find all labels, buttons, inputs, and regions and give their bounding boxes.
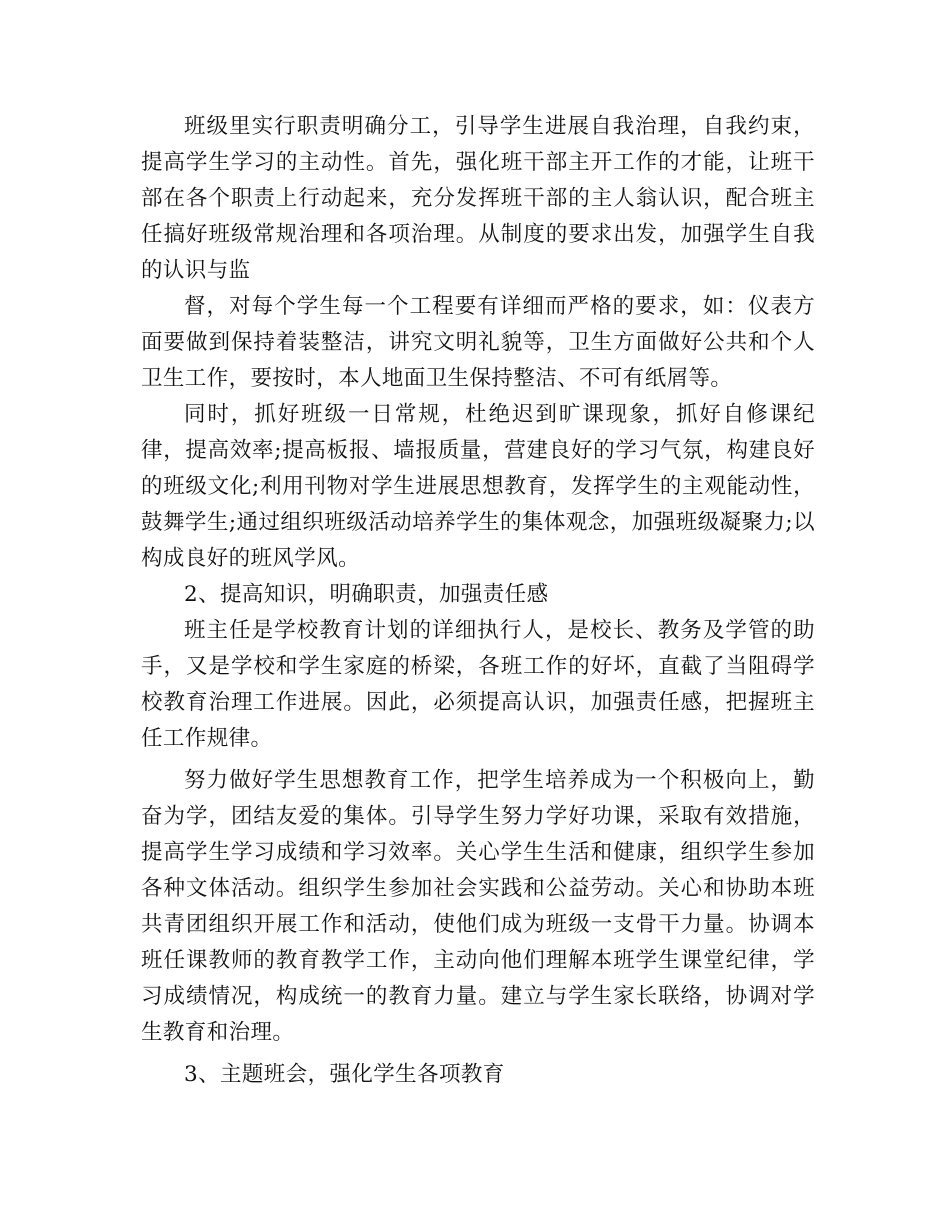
paragraph-daily-routine: 同时，抓好班级一日常规，杜绝迟到旷课现象，抓好自修课纪律，提高效率;提高板报、墙报质量，营建良好的学习气氛，构建良好的班级文化;利用刊物对学生进展思想教育，发挥学生的主观能动性，鼓舞学生;通过组织班级活动培养学生的集体观念，加强班级凝聚力;以构成良好的班风学风。 xyxy=(141,402,815,571)
paragraph-head-teacher-role: 班主任是学校教育计划的详细执行人，是校长、教务及学管的助手，又是学校和学生家庭的桥梁，各班工作的好坏，直截了当阻碍学校教育治理工作进展。因此，必须提高认识，加强责任感，把握班主任工作规律。 xyxy=(141,618,815,751)
paragraph-ideological-education: 努力做好学生思想教育工作，把学生培养成为一个积极向上，勤奋为学，团结友爱的集体。引导学生努力学好功课，采取有效措施，提高学生学习成绩和学习效率。关心学生生活和健康，组织学生参加各种文体活动。组织学生参加社会实践和公益劳动。关心和协助本班共青团组织开展工作和活动，使他们成为班级一支骨干力量。协调本班任课教师的教育教学工作，主动向他们理解本班学生课堂纪律，学习成绩情况，构成统一的教育力量。建立与学生家长联络，协调对学生教育和治理。 xyxy=(141,768,815,1045)
paragraph-duty-division: 班级里实行职责明确分工，引导学生进展自我治理，自我约束，提高学生学习的主动性。首先，强化班干部主开工作的才能，让班干部在各个职责上行动起来，充分发挥班干部的主人翁认识，配合班主任搞好班级常规治理和各项治理。从制度的要求出发，加强学生自我的认识与监 xyxy=(141,114,815,283)
paragraph-supervision-requirements: 督，对每个学生每一个工程要有详细而严格的要求，如：仪表方面要做到保持着装整洁，讲究文明礼貌等，卫生方面做好公共和个人卫生工作，要按时，本人地面卫生保持整洁、不可有纸屑等。 xyxy=(141,294,815,391)
document-body xyxy=(141,109,815,1093)
section-heading-2: 2、提高知识，明确职责，加强责任感 xyxy=(184,582,549,607)
section-heading-3: 3、主题班会，强化学生各项教育 xyxy=(184,1062,505,1087)
